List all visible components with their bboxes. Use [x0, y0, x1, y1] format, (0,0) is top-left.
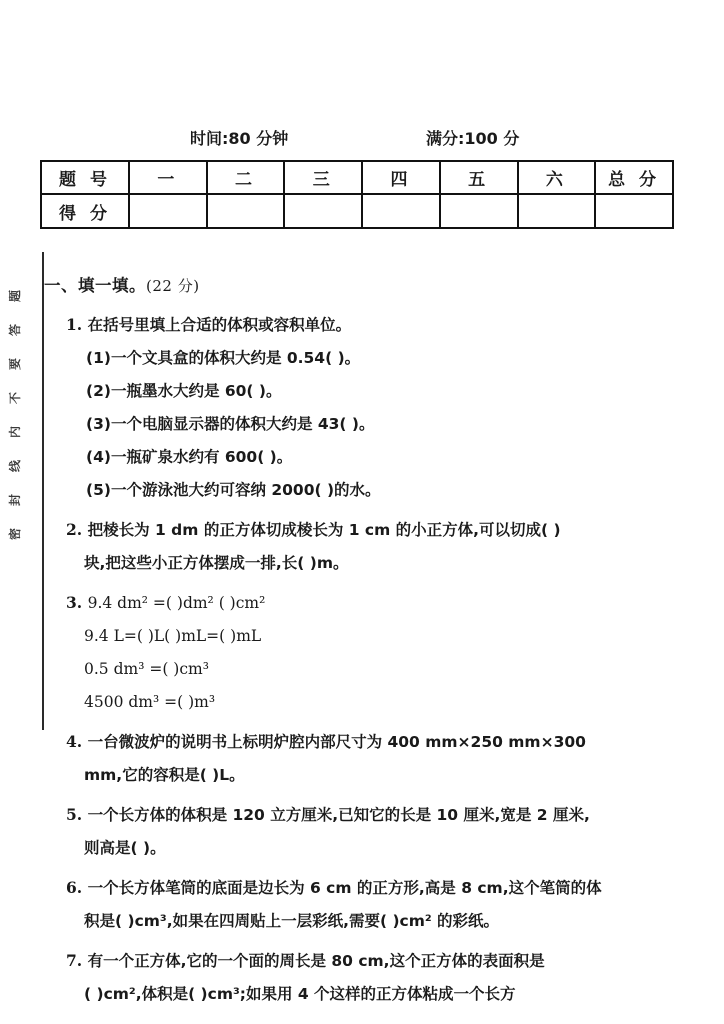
question-5-line-2: 则高是( )。 [84, 839, 166, 857]
question-1-sub-4: (4)一瓶矿泉水约有 600( )。 [86, 448, 293, 466]
question-4-line-1 [40, 725, 712, 759]
score-table-col-total: 总 分 [595, 161, 673, 194]
sealing-char-7: 密 [7, 527, 22, 541]
question-6-number: 6. [66, 878, 83, 897]
question-3-number: 3. [66, 593, 83, 612]
question-6 [40, 871, 712, 938]
question-7-line-2: ( )cm²,体积是( )cm³;如果用 4 个这样的正方体粘成一个长方 [84, 985, 516, 1003]
question-5-text-1: 一个长方体的体积是 120 立方厘米,已知它的长是 10 厘米,宽是 2 厘米, [87, 806, 590, 824]
score-table-row-label-number: 题 号 [41, 161, 129, 194]
question-1 [40, 308, 712, 507]
question-5-number: 5. [66, 805, 83, 824]
question-3 [40, 586, 712, 719]
sealing-char-5: 线 [7, 459, 22, 473]
question-3-line-1 [40, 586, 712, 620]
score-table-col-1: 一 [129, 161, 207, 194]
question-2 [40, 513, 712, 580]
score-table-col-2: 二 [207, 161, 285, 194]
score-cell-1[interactable] [129, 194, 207, 228]
sealing-char-4: 内 [7, 425, 22, 439]
question-5-line-1 [40, 798, 712, 832]
question-4-line-2: mm,它的容积是( )L。 [84, 766, 245, 784]
question-5 [40, 798, 712, 865]
score-table-col-4: 四 [362, 161, 440, 194]
section-points: (22 分) [146, 277, 200, 295]
question-1-stem [40, 308, 712, 342]
sealing-char-0: 题 [7, 289, 22, 303]
sealing-char-2: 要 [7, 357, 22, 371]
exam-duration: 时间:80 分钟 [190, 129, 289, 148]
score-cell-3[interactable] [284, 194, 362, 228]
score-table-row-label-score: 得 分 [41, 194, 129, 228]
question-4-text-1: 一台微波炉的说明书上标明炉腔内部尺寸为 400 mm×250 mm×300 [87, 733, 586, 751]
section-title-1 [44, 272, 712, 296]
question-3-conv-4: 4500 dm³ =( )m³ [84, 693, 216, 711]
question-3-conv-3: 0.5 dm³ =( )cm³ [84, 660, 209, 678]
sealing-char-1: 答 [7, 323, 22, 337]
exam-body [40, 272, 712, 1017]
sealing-char-6: 封 [7, 493, 22, 507]
table-row-scores [41, 194, 673, 228]
question-1-sub-2: (2)一瓶墨水大约是 60( )。 [86, 382, 282, 400]
score-table-col-6: 六 [518, 161, 596, 194]
question-7-line-1 [40, 944, 712, 978]
question-7-number: 7. [66, 951, 83, 970]
question-7 [40, 944, 712, 1011]
sealing-line-note [0, 290, 32, 540]
section-title-text: 一、填一填。 [44, 276, 146, 295]
score-table-col-5: 五 [440, 161, 518, 194]
score-cell-2[interactable] [207, 194, 285, 228]
question-6-line-2: 积是( )cm³,如果在四周贴上一层彩纸,需要( )cm² 的彩纸。 [84, 912, 500, 930]
question-3-conv-1: 9.4 dm² =( )dm² ( )cm² [87, 594, 266, 612]
question-1-text: 在括号里填上合适的体积或容积单位。 [87, 316, 352, 334]
score-cell-5[interactable] [440, 194, 518, 228]
table-row-header [41, 161, 673, 194]
question-1-number: 1. [66, 315, 83, 334]
question-2-text-1: 把棱长为 1 dm 的正方体切成棱长为 1 cm 的小正方体,可以切成( ) [87, 521, 561, 539]
score-table [40, 160, 674, 229]
score-cell-total[interactable] [595, 194, 673, 228]
question-2-number: 2. [66, 520, 83, 539]
score-cell-6[interactable] [518, 194, 596, 228]
question-7-text-1: 有一个正方体,它的一个面的周长是 80 cm,这个正方体的表面积是 [87, 952, 545, 970]
sealing-char-3: 不 [7, 391, 22, 405]
score-cell-4[interactable] [362, 194, 440, 228]
question-1-sub-1: (1)一个文具盒的体积大约是 0.54( )。 [86, 349, 361, 367]
question-4 [40, 725, 712, 792]
question-6-line-1 [40, 871, 712, 905]
question-4-number: 4. [66, 732, 83, 751]
score-table-col-3: 三 [284, 161, 362, 194]
question-1-sub-5: (5)一个游泳池大约可容纳 2000( )的水。 [86, 481, 381, 499]
question-2-line-2: 块,把这些小正方体摆成一排,长( )m。 [84, 554, 349, 572]
question-3-conv-2: 9.4 L=( )L( )mL=( )mL [84, 627, 262, 645]
question-6-text-1: 一个长方体笔筒的底面是边长为 6 cm 的正方形,高是 8 cm,这个笔筒的体 [87, 879, 602, 897]
question-2-line-1 [40, 513, 712, 547]
exam-total-score: 满分:100 分 [426, 129, 520, 148]
question-1-sub-3: (3)一个电脑显示器的体积大约是 43( )。 [86, 415, 375, 433]
